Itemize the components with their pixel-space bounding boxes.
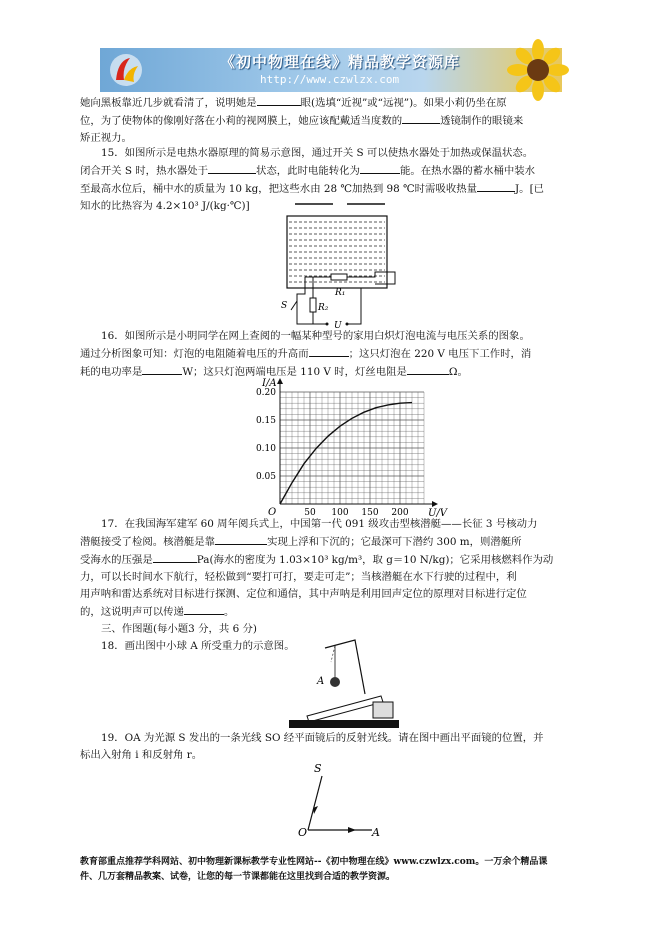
y-axis-arrow-icon [277, 378, 283, 384]
switch-label: S [281, 301, 288, 311]
page-footer: 教育部重点推荐学科网站、初中物理新课标教学专业性网站--《初中物理在线》www.czwlzx.com。一万余个精品课 件、几万套精品教案、试卷，让您的每一节课都能在这里找到合适的教学资源。 [80, 857, 548, 882]
source-s-label: S [314, 762, 322, 775]
point-a-label: A [372, 826, 380, 839]
water-heater-circuit-figure [275, 198, 415, 333]
y-tick-label: 0.20 [255, 388, 276, 398]
site-banner [100, 48, 562, 92]
answer-blank[interactable] [402, 112, 440, 124]
r2-label: R₂ [318, 303, 329, 313]
x-axis-label: U/V [428, 508, 448, 519]
answer-blank[interactable] [257, 94, 301, 106]
section-3-heading: 三、作图题(每小题3 分，共 6 分) [101, 623, 257, 635]
current-voltage-chart [240, 372, 448, 522]
x-tick-label: 200 [391, 508, 409, 518]
r1-label: R₁ [335, 288, 346, 298]
ball-on-incline-figure [285, 632, 405, 732]
light-ray-figure [300, 760, 400, 842]
banner-title: 《初中物理在线》精品教学资源库 [220, 53, 461, 71]
answer-blank[interactable] [477, 180, 515, 192]
answer-blank[interactable] [360, 162, 400, 174]
x-tick-label: 150 [361, 508, 379, 518]
voltage-label: U [334, 321, 342, 331]
answer-blank[interactable] [142, 363, 182, 375]
answer-blank[interactable] [184, 603, 224, 615]
x-tick-label: 50 [304, 508, 316, 518]
q14-continuation: 她向黑板靠近几步就看清了，说明她是 眼(选填“近视”或“远视”)。如果小莉仍坐在原 位，为了使物体的像刚好落在小莉的视网膜上，她应该配戴适当度数的 透镜制作的眼镜来 矫正视力。 [80, 94, 585, 147]
answer-blank[interactable] [309, 345, 349, 357]
answer-blank[interactable] [208, 162, 256, 174]
sunflower-icon [508, 40, 568, 100]
x-axis-arrow-icon [432, 501, 438, 507]
answer-blank[interactable] [215, 533, 267, 545]
point-o-label: O [298, 826, 308, 839]
banner-url[interactable]: http://www.czwlzx.com [260, 73, 400, 86]
question-15: 15．如图所示是电热水器原理的简易示意图，通过开关 S 可以使热水器处于加热或保温状态。 闭合开关 S 时，热水器处于 状态，此时电能转化为 能。在热水器的蓄水桶中装水 至最高水位后，桶中水的质量为 10 kg，把这些水由 28 ℃加热到 98 ℃时需吸收热量 J。[已 知水的比热容为 4.2×10³ J/(kg·℃)] [80, 147, 545, 212]
question-16: 16．如图所示是小明同学在网上查阅的一幅某种型号的家用白炽灯泡电流与电压关系的图象。 通过分析图象可知：灯泡的电阻随着电压的升高而 ；这只灯泡在 220 V 电压下工作时，消 耗的电功率是 W；这只灯泡两端电压是 110 V 时，灯丝电阻是 Ω。 [80, 330, 532, 378]
question-19: 19．OA 为光源 S 发出的一条光线 SO 经平面镜后的反射光线。请在图中画出平面镜的位置，并 标出入射角 i 和反射角 r。 [80, 732, 544, 761]
x-tick-label: 100 [331, 508, 349, 518]
y-tick-label: 0.10 [255, 444, 276, 454]
question-17: 17．在我国海军建军 60 周年阅兵式上，中国第一代 091 级攻击型核潜艇——长征 3 号核动力 潜艇接受了检阅。核潜艇是靠 实现上浮和下沉的；它最深可下潜约 300 m，则潜艇所 受海水的压强是 Pa(海水的密度为 1.03×10³ kg/m³，取 g＝10 N/kg)；它采用核燃料作为动 力，可以长时间水下航行，轻松做到“要打可打，要走可走”；当核潜艇在水下行驶的过程中，利 用声呐和雷达系统对目标进行探测、定位和通信，其中声呐是利用回声定位的原理对目标进行定位 的，这说明声可以传递 。 三、作图题(每小题3 分，共 6 分) 18．画出图中小球 A 所受重力的示意图。 [80, 516, 585, 655]
origin-label: O [268, 507, 277, 518]
answer-blank[interactable] [153, 551, 197, 563]
y-tick-label: 0.15 [255, 416, 276, 426]
y-axis-label: I/A [262, 378, 277, 389]
y-tick-label: 0.05 [255, 472, 276, 482]
site-logo-icon [108, 52, 144, 88]
ball-label: A [317, 676, 325, 687]
